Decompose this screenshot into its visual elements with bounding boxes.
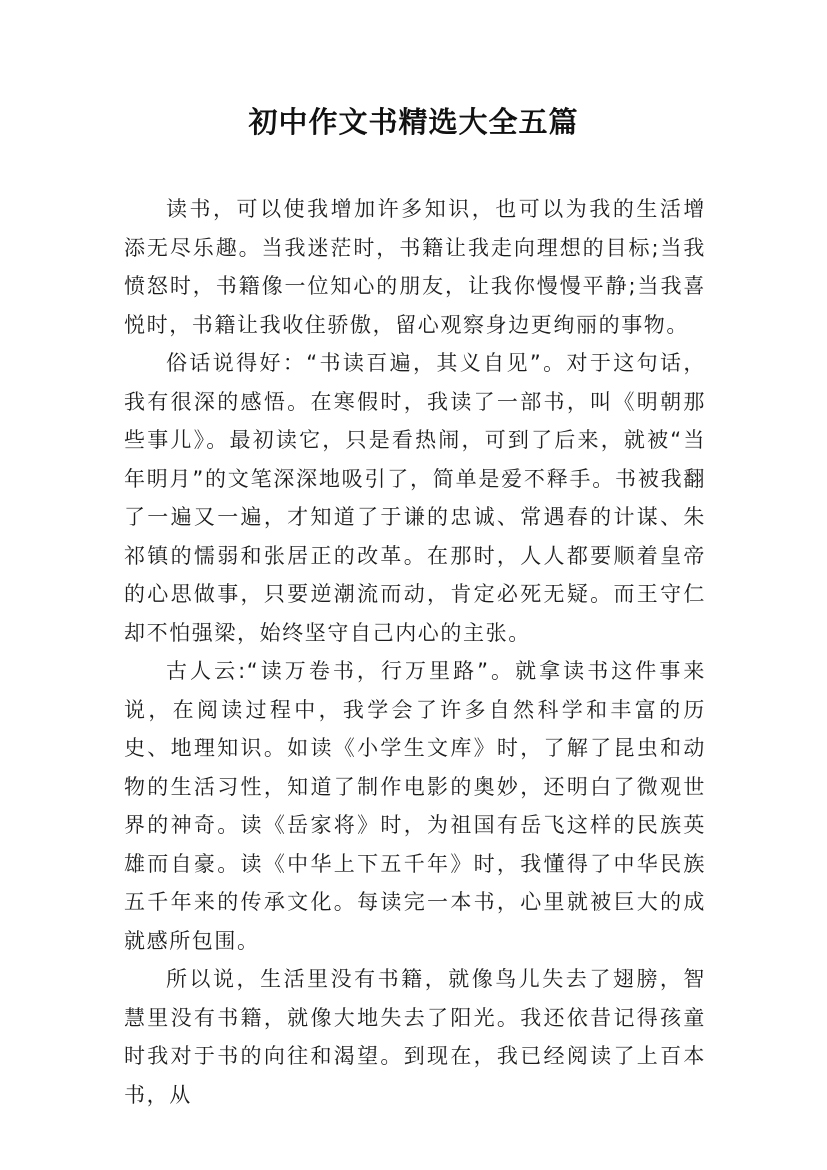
paragraph: 所以说，生活里没有书籍，就像鸟儿失去了翅膀，智慧里没有书籍，就像大地失去了阳光。我还依昔记得孩童时我对于书的向往和渴望。到现在，我已经阅读了上百本书，从 [124, 967, 706, 1107]
document-body [124, 190, 706, 1114]
paragraph: 古人云:“读万卷书，行万里路”。就拿读书这件事来说，在阅读过程中，我学会了许多自然科学和丰富的历史、地理知识。如读《小学生文库》时，了解了昆虫和动物的生活习性，知道了制作电影的奥妙，还明白了微观世界的神奇。读《岳家将》时，为祖国有岳飞这样的民族英雄而自豪。读《中华上下五千年》时，我懂得了中华民族五千年来的传承文化。每读完一本书，心里就被巨大的成就感所包围。 [124, 659, 706, 953]
document-title: 初中作文书精选大全五篇 [248, 105, 579, 139]
paragraph: 读书，可以使我增加许多知识，也可以为我的生活增添无尽乐趣。当我迷茫时，书籍让我走向理想的目标;当我愤怒时，书籍像一位知心的朋友，让我你慢慢平静;当我喜悦时，书籍让我收住骄傲，留心观察身边更绚丽的事物。 [124, 197, 706, 337]
paragraph: 俗话说得好：“书读百遍，其义自见”。对于这句话，我有很深的感悟。在寒假时，我读了一部书，叫《明朝那些事儿》。最初读它，只是看热闹，可到了后来，就被“当年明月”的文笔深深地吸引了，简单是爱不释手。书被我翻了一遍又一遍，才知道了于谦的忠诚、常遇春的计谋、朱祁镇的懦弱和张居正的改革。在那时，人人都要顺着皇帝的心思做事，只要逆潮流而动，肯定必死无疑。而王守仁却不怕强梁，始终坚守自己内心的主张。 [124, 351, 706, 645]
